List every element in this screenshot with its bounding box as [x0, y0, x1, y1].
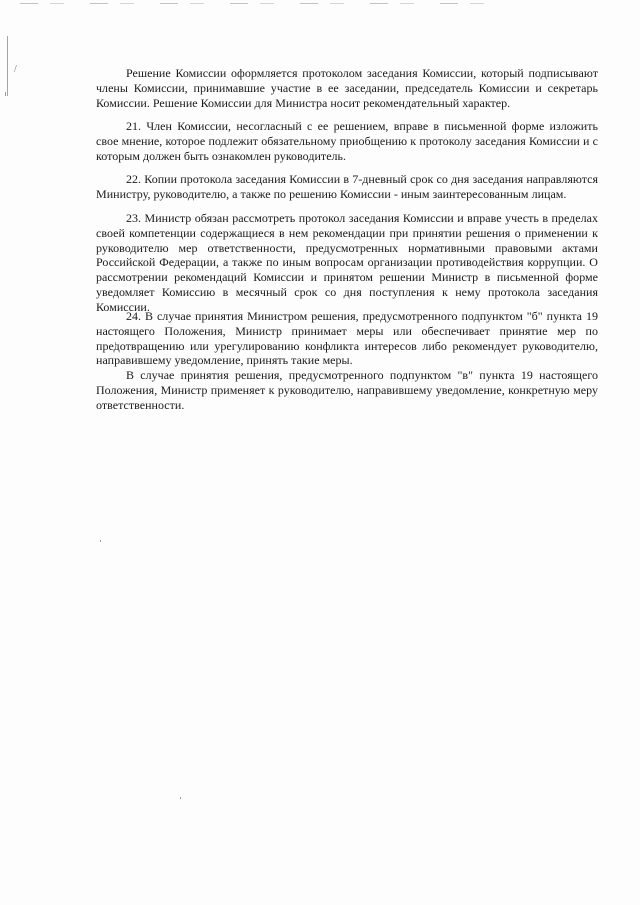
paragraph-24-continued [96, 368, 598, 412]
scan-speck [5, 92, 6, 96]
paragraph-commission-decision [96, 66, 598, 110]
paragraph-text: 24. В случае принятия Министром решения, предусмотренного подпунктом "б" пункта 19 настоящего Положения, Министр принимает меры или обеспечивает принятие мер по предотвращению или урегулированию конфликта интересов либо рекомендует руководителю, направившему уведомление, принять такие меры. [96, 309, 598, 368]
scan-speck [180, 797, 181, 799]
paragraph-text: В случае принятия решения, предусмотренного подпунктом "в" пункта 19 настоящего Положения, Министр применяет к руководителю, направившему уведомление, конкретную меру ответственности. [96, 368, 598, 412]
paragraph-text: 22. Копии протокола заседания Комиссии в 7-дневный срок со дня заседания направляются Министру, руководителю, а также по решению Комиссии - иным заинтересованным лицам. [96, 172, 598, 201]
paragraph-21 [96, 119, 598, 163]
scan-margin-mark [7, 36, 8, 96]
paragraph-22 [96, 172, 598, 202]
scan-speck: / [14, 64, 17, 75]
scan-speck [100, 540, 101, 542]
scan-edge-artifact [20, 3, 500, 4]
paragraph-24 [96, 309, 598, 368]
paragraph-text: 23. Министр обязан рассмотреть протокол заседания Комиссии и вправе учесть в пределах своей компетенции содержащиеся в нем рекомендации при принятии решения о применении к руководителю мер ответственности, предусмотренных нормативными правовыми актами Российской Федерации, а также по иным вопросам организации противодействия коррупции. О рассмотрении рекомендаций Комиссии и принятом решении Министр в письменной форме уведомляет Комиссию в месячный срок со дня поступления к нему протокола заседания Комиссии. [96, 211, 598, 314]
paragraph-text: Решение Комиссии оформляется протоколом заседания Комиссии, который подписывают члены Комиссии, принимавшие участие в ее заседании, председатель Комиссии и секретарь Комиссии. Решение Комиссии для Министра носит рекомендательный характер. [96, 66, 598, 110]
paragraph-text: 21. Член Комиссии, несогласный с ее решением, вправе в письменной форме изложить свое мнение, которое подлежит обязательному приобщению к протоколу заседания Комиссии и с которым должен быть ознакомлен руководитель. [96, 119, 598, 163]
paragraph-23 [96, 211, 598, 315]
